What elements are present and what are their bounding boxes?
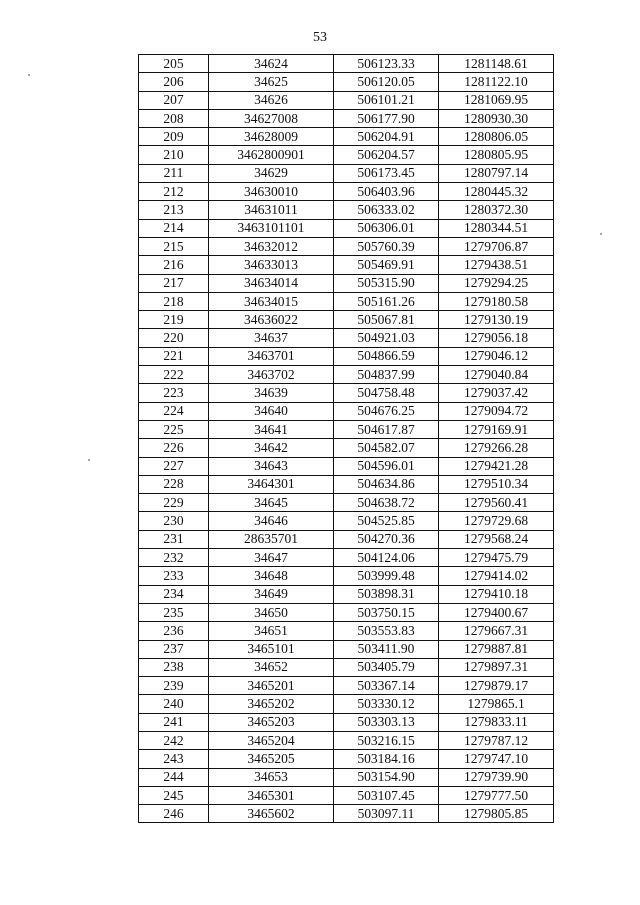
row-number-cell: 238 — [139, 658, 209, 676]
x-coordinate-cell: 504634.86 — [334, 475, 439, 493]
y-coordinate-cell: 1279266.28 — [439, 439, 554, 457]
point-id-cell: 34627008 — [209, 109, 334, 127]
row-number-cell: 245 — [139, 786, 209, 804]
x-coordinate-cell: 506306.01 — [334, 219, 439, 237]
table-row — [139, 402, 554, 420]
point-id-cell: 34637 — [209, 329, 334, 347]
table-row — [139, 55, 554, 73]
y-coordinate-cell: 1279180.58 — [439, 292, 554, 310]
x-coordinate-cell: 503330.12 — [334, 695, 439, 713]
point-id-cell: 34625 — [209, 73, 334, 91]
row-number-cell: 241 — [139, 713, 209, 731]
y-coordinate-cell: 1279438.51 — [439, 256, 554, 274]
row-number-cell: 223 — [139, 384, 209, 402]
row-number-cell: 210 — [139, 146, 209, 164]
point-id-cell: 3464301 — [209, 475, 334, 493]
page-number: 53 — [313, 30, 327, 45]
table-row — [139, 256, 554, 274]
table-row — [139, 750, 554, 768]
y-coordinate-cell: 1279294.25 — [439, 274, 554, 292]
row-number-cell: 246 — [139, 805, 209, 823]
point-id-cell: 34643 — [209, 457, 334, 475]
row-number-cell: 214 — [139, 219, 209, 237]
y-coordinate-cell: 1279887.81 — [439, 640, 554, 658]
point-id-cell: 3465301 — [209, 786, 334, 804]
x-coordinate-cell: 504617.87 — [334, 420, 439, 438]
x-coordinate-cell: 506204.91 — [334, 128, 439, 146]
table-row — [139, 549, 554, 567]
table-row — [139, 420, 554, 438]
point-id-cell: 3465201 — [209, 677, 334, 695]
y-coordinate-cell: 1279037.42 — [439, 384, 554, 402]
row-number-cell: 230 — [139, 512, 209, 530]
row-number-cell: 225 — [139, 420, 209, 438]
point-id-cell: 34631011 — [209, 201, 334, 219]
x-coordinate-cell: 503303.13 — [334, 713, 439, 731]
row-number-cell: 209 — [139, 128, 209, 146]
table-row — [139, 658, 554, 676]
row-number-cell: 224 — [139, 402, 209, 420]
x-coordinate-cell: 503184.16 — [334, 750, 439, 768]
row-number-cell: 205 — [139, 55, 209, 73]
table-row — [139, 219, 554, 237]
scan-speck — [28, 74, 30, 76]
table-row — [139, 622, 554, 640]
point-id-cell: 3463702 — [209, 366, 334, 384]
point-id-cell: 28635701 — [209, 530, 334, 548]
point-id-cell: 34649 — [209, 585, 334, 603]
table-row — [139, 91, 554, 109]
x-coordinate-cell: 506403.96 — [334, 183, 439, 201]
point-id-cell: 34632012 — [209, 237, 334, 255]
y-coordinate-cell: 1280344.51 — [439, 219, 554, 237]
y-coordinate-cell: 1279056.18 — [439, 329, 554, 347]
coordinates-table — [138, 54, 554, 823]
scan-speck — [88, 459, 90, 461]
x-coordinate-cell: 503405.79 — [334, 658, 439, 676]
y-coordinate-cell: 1279400.67 — [439, 603, 554, 621]
x-coordinate-cell: 505161.26 — [334, 292, 439, 310]
row-number-cell: 237 — [139, 640, 209, 658]
y-coordinate-cell: 1279739.90 — [439, 768, 554, 786]
row-number-cell: 226 — [139, 439, 209, 457]
y-coordinate-cell: 1279410.18 — [439, 585, 554, 603]
y-coordinate-cell: 1279805.85 — [439, 805, 554, 823]
table-row — [139, 311, 554, 329]
point-id-cell: 34642 — [209, 439, 334, 457]
row-number-cell: 240 — [139, 695, 209, 713]
point-id-cell: 34633013 — [209, 256, 334, 274]
y-coordinate-cell: 1279568.24 — [439, 530, 554, 548]
row-number-cell: 235 — [139, 603, 209, 621]
row-number-cell: 243 — [139, 750, 209, 768]
y-coordinate-cell: 1279865.1 — [439, 695, 554, 713]
table-row — [139, 585, 554, 603]
table-row — [139, 347, 554, 365]
table-row — [139, 603, 554, 621]
y-coordinate-cell: 1279130.19 — [439, 311, 554, 329]
x-coordinate-cell: 503367.14 — [334, 677, 439, 695]
y-coordinate-cell: 1279833.11 — [439, 713, 554, 731]
row-number-cell: 221 — [139, 347, 209, 365]
x-coordinate-cell: 503750.15 — [334, 603, 439, 621]
x-coordinate-cell: 504124.06 — [334, 549, 439, 567]
x-coordinate-cell: 504638.72 — [334, 494, 439, 512]
point-id-cell: 34645 — [209, 494, 334, 512]
y-coordinate-cell: 1280805.95 — [439, 146, 554, 164]
row-number-cell: 216 — [139, 256, 209, 274]
row-number-cell: 239 — [139, 677, 209, 695]
point-id-cell: 34628009 — [209, 128, 334, 146]
point-id-cell: 34626 — [209, 91, 334, 109]
table-row — [139, 475, 554, 493]
point-id-cell: 34653 — [209, 768, 334, 786]
table-row — [139, 713, 554, 731]
y-coordinate-cell: 1279706.87 — [439, 237, 554, 255]
x-coordinate-cell: 506333.02 — [334, 201, 439, 219]
x-coordinate-cell: 503154.90 — [334, 768, 439, 786]
row-number-cell: 208 — [139, 109, 209, 127]
y-coordinate-cell: 1279777.50 — [439, 786, 554, 804]
row-number-cell: 213 — [139, 201, 209, 219]
row-number-cell: 236 — [139, 622, 209, 640]
y-coordinate-cell: 1279475.79 — [439, 549, 554, 567]
y-coordinate-cell: 1281069.95 — [439, 91, 554, 109]
row-number-cell: 217 — [139, 274, 209, 292]
point-id-cell: 34648 — [209, 567, 334, 585]
x-coordinate-cell: 505067.81 — [334, 311, 439, 329]
point-id-cell: 3463701 — [209, 347, 334, 365]
x-coordinate-cell: 506123.33 — [334, 55, 439, 73]
x-coordinate-cell: 503999.48 — [334, 567, 439, 585]
y-coordinate-cell: 1280797.14 — [439, 164, 554, 182]
point-id-cell: 3465602 — [209, 805, 334, 823]
point-id-cell: 3465101 — [209, 640, 334, 658]
table-row — [139, 512, 554, 530]
point-id-cell: 34624 — [209, 55, 334, 73]
row-number-cell: 231 — [139, 530, 209, 548]
row-number-cell: 220 — [139, 329, 209, 347]
x-coordinate-cell: 506101.21 — [334, 91, 439, 109]
y-coordinate-cell: 1281122.10 — [439, 73, 554, 91]
table-row — [139, 201, 554, 219]
x-coordinate-cell: 506177.90 — [334, 109, 439, 127]
table-row — [139, 164, 554, 182]
table-row — [139, 128, 554, 146]
y-coordinate-cell: 1280930.30 — [439, 109, 554, 127]
table-row — [139, 567, 554, 585]
x-coordinate-cell: 504758.48 — [334, 384, 439, 402]
point-id-cell: 34641 — [209, 420, 334, 438]
y-coordinate-cell: 1279747.10 — [439, 750, 554, 768]
row-number-cell: 232 — [139, 549, 209, 567]
x-coordinate-cell: 504676.25 — [334, 402, 439, 420]
point-id-cell: 3465202 — [209, 695, 334, 713]
x-coordinate-cell: 503216.15 — [334, 731, 439, 749]
y-coordinate-cell: 1279897.31 — [439, 658, 554, 676]
table-row — [139, 530, 554, 548]
table-row — [139, 146, 554, 164]
x-coordinate-cell: 505760.39 — [334, 237, 439, 255]
table-row — [139, 494, 554, 512]
table-row — [139, 73, 554, 91]
point-id-cell: 34634015 — [209, 292, 334, 310]
table-row — [139, 768, 554, 786]
point-id-cell: 3465203 — [209, 713, 334, 731]
point-id-cell: 34629 — [209, 164, 334, 182]
row-number-cell: 222 — [139, 366, 209, 384]
y-coordinate-cell: 1279421.28 — [439, 457, 554, 475]
x-coordinate-cell: 505315.90 — [334, 274, 439, 292]
x-coordinate-cell: 506173.45 — [334, 164, 439, 182]
row-number-cell: 218 — [139, 292, 209, 310]
y-coordinate-cell: 1279560.41 — [439, 494, 554, 512]
y-coordinate-cell: 1279169.91 — [439, 420, 554, 438]
row-number-cell: 242 — [139, 731, 209, 749]
x-coordinate-cell: 504596.01 — [334, 457, 439, 475]
y-coordinate-cell: 1281148.61 — [439, 55, 554, 73]
row-number-cell: 234 — [139, 585, 209, 603]
y-coordinate-cell: 1279040.84 — [439, 366, 554, 384]
table-row — [139, 366, 554, 384]
y-coordinate-cell: 1280372.30 — [439, 201, 554, 219]
scan-speck — [600, 233, 602, 235]
x-coordinate-cell: 504866.59 — [334, 347, 439, 365]
table-row — [139, 805, 554, 823]
x-coordinate-cell: 506120.05 — [334, 73, 439, 91]
y-coordinate-cell: 1280445.32 — [439, 183, 554, 201]
y-coordinate-cell: 1279667.31 — [439, 622, 554, 640]
x-coordinate-cell: 503898.31 — [334, 585, 439, 603]
x-coordinate-cell: 505469.91 — [334, 256, 439, 274]
table-row — [139, 384, 554, 402]
table-row — [139, 695, 554, 713]
point-id-cell: 34630010 — [209, 183, 334, 201]
y-coordinate-cell: 1279879.17 — [439, 677, 554, 695]
point-id-cell: 34636022 — [209, 311, 334, 329]
row-number-cell: 211 — [139, 164, 209, 182]
row-number-cell: 227 — [139, 457, 209, 475]
y-coordinate-cell: 1279510.34 — [439, 475, 554, 493]
point-id-cell: 34650 — [209, 603, 334, 621]
y-coordinate-cell: 1279414.02 — [439, 567, 554, 585]
x-coordinate-cell: 503107.45 — [334, 786, 439, 804]
y-coordinate-cell: 1279729.68 — [439, 512, 554, 530]
row-number-cell: 212 — [139, 183, 209, 201]
point-id-cell: 34651 — [209, 622, 334, 640]
row-number-cell: 215 — [139, 237, 209, 255]
row-number-cell: 219 — [139, 311, 209, 329]
point-id-cell: 34646 — [209, 512, 334, 530]
x-coordinate-cell: 503097.11 — [334, 805, 439, 823]
point-id-cell: 34639 — [209, 384, 334, 402]
row-number-cell: 228 — [139, 475, 209, 493]
point-id-cell: 3463101101 — [209, 219, 334, 237]
x-coordinate-cell: 504921.03 — [334, 329, 439, 347]
table-row — [139, 109, 554, 127]
row-number-cell: 207 — [139, 91, 209, 109]
table-row — [139, 731, 554, 749]
x-coordinate-cell: 504837.99 — [334, 366, 439, 384]
table-row — [139, 677, 554, 695]
row-number-cell: 233 — [139, 567, 209, 585]
table-row — [139, 439, 554, 457]
table-body — [139, 55, 554, 823]
x-coordinate-cell: 506204.57 — [334, 146, 439, 164]
table-row — [139, 457, 554, 475]
x-coordinate-cell: 503553.83 — [334, 622, 439, 640]
point-id-cell: 3465204 — [209, 731, 334, 749]
row-number-cell: 229 — [139, 494, 209, 512]
table-row — [139, 640, 554, 658]
x-coordinate-cell: 503411.90 — [334, 640, 439, 658]
table-row — [139, 329, 554, 347]
point-id-cell: 34647 — [209, 549, 334, 567]
point-id-cell: 3465205 — [209, 750, 334, 768]
row-number-cell: 206 — [139, 73, 209, 91]
x-coordinate-cell: 504270.36 — [334, 530, 439, 548]
y-coordinate-cell: 1279046.12 — [439, 347, 554, 365]
x-coordinate-cell: 504582.07 — [334, 439, 439, 457]
point-id-cell: 34634014 — [209, 274, 334, 292]
point-id-cell: 3462800901 — [209, 146, 334, 164]
point-id-cell: 34640 — [209, 402, 334, 420]
y-coordinate-cell: 1279787.12 — [439, 731, 554, 749]
y-coordinate-cell: 1279094.72 — [439, 402, 554, 420]
x-coordinate-cell: 504525.85 — [334, 512, 439, 530]
row-number-cell: 244 — [139, 768, 209, 786]
table-row — [139, 183, 554, 201]
table-row — [139, 274, 554, 292]
table-row — [139, 786, 554, 804]
point-id-cell: 34652 — [209, 658, 334, 676]
table-row — [139, 237, 554, 255]
y-coordinate-cell: 1280806.05 — [439, 128, 554, 146]
table-row — [139, 292, 554, 310]
